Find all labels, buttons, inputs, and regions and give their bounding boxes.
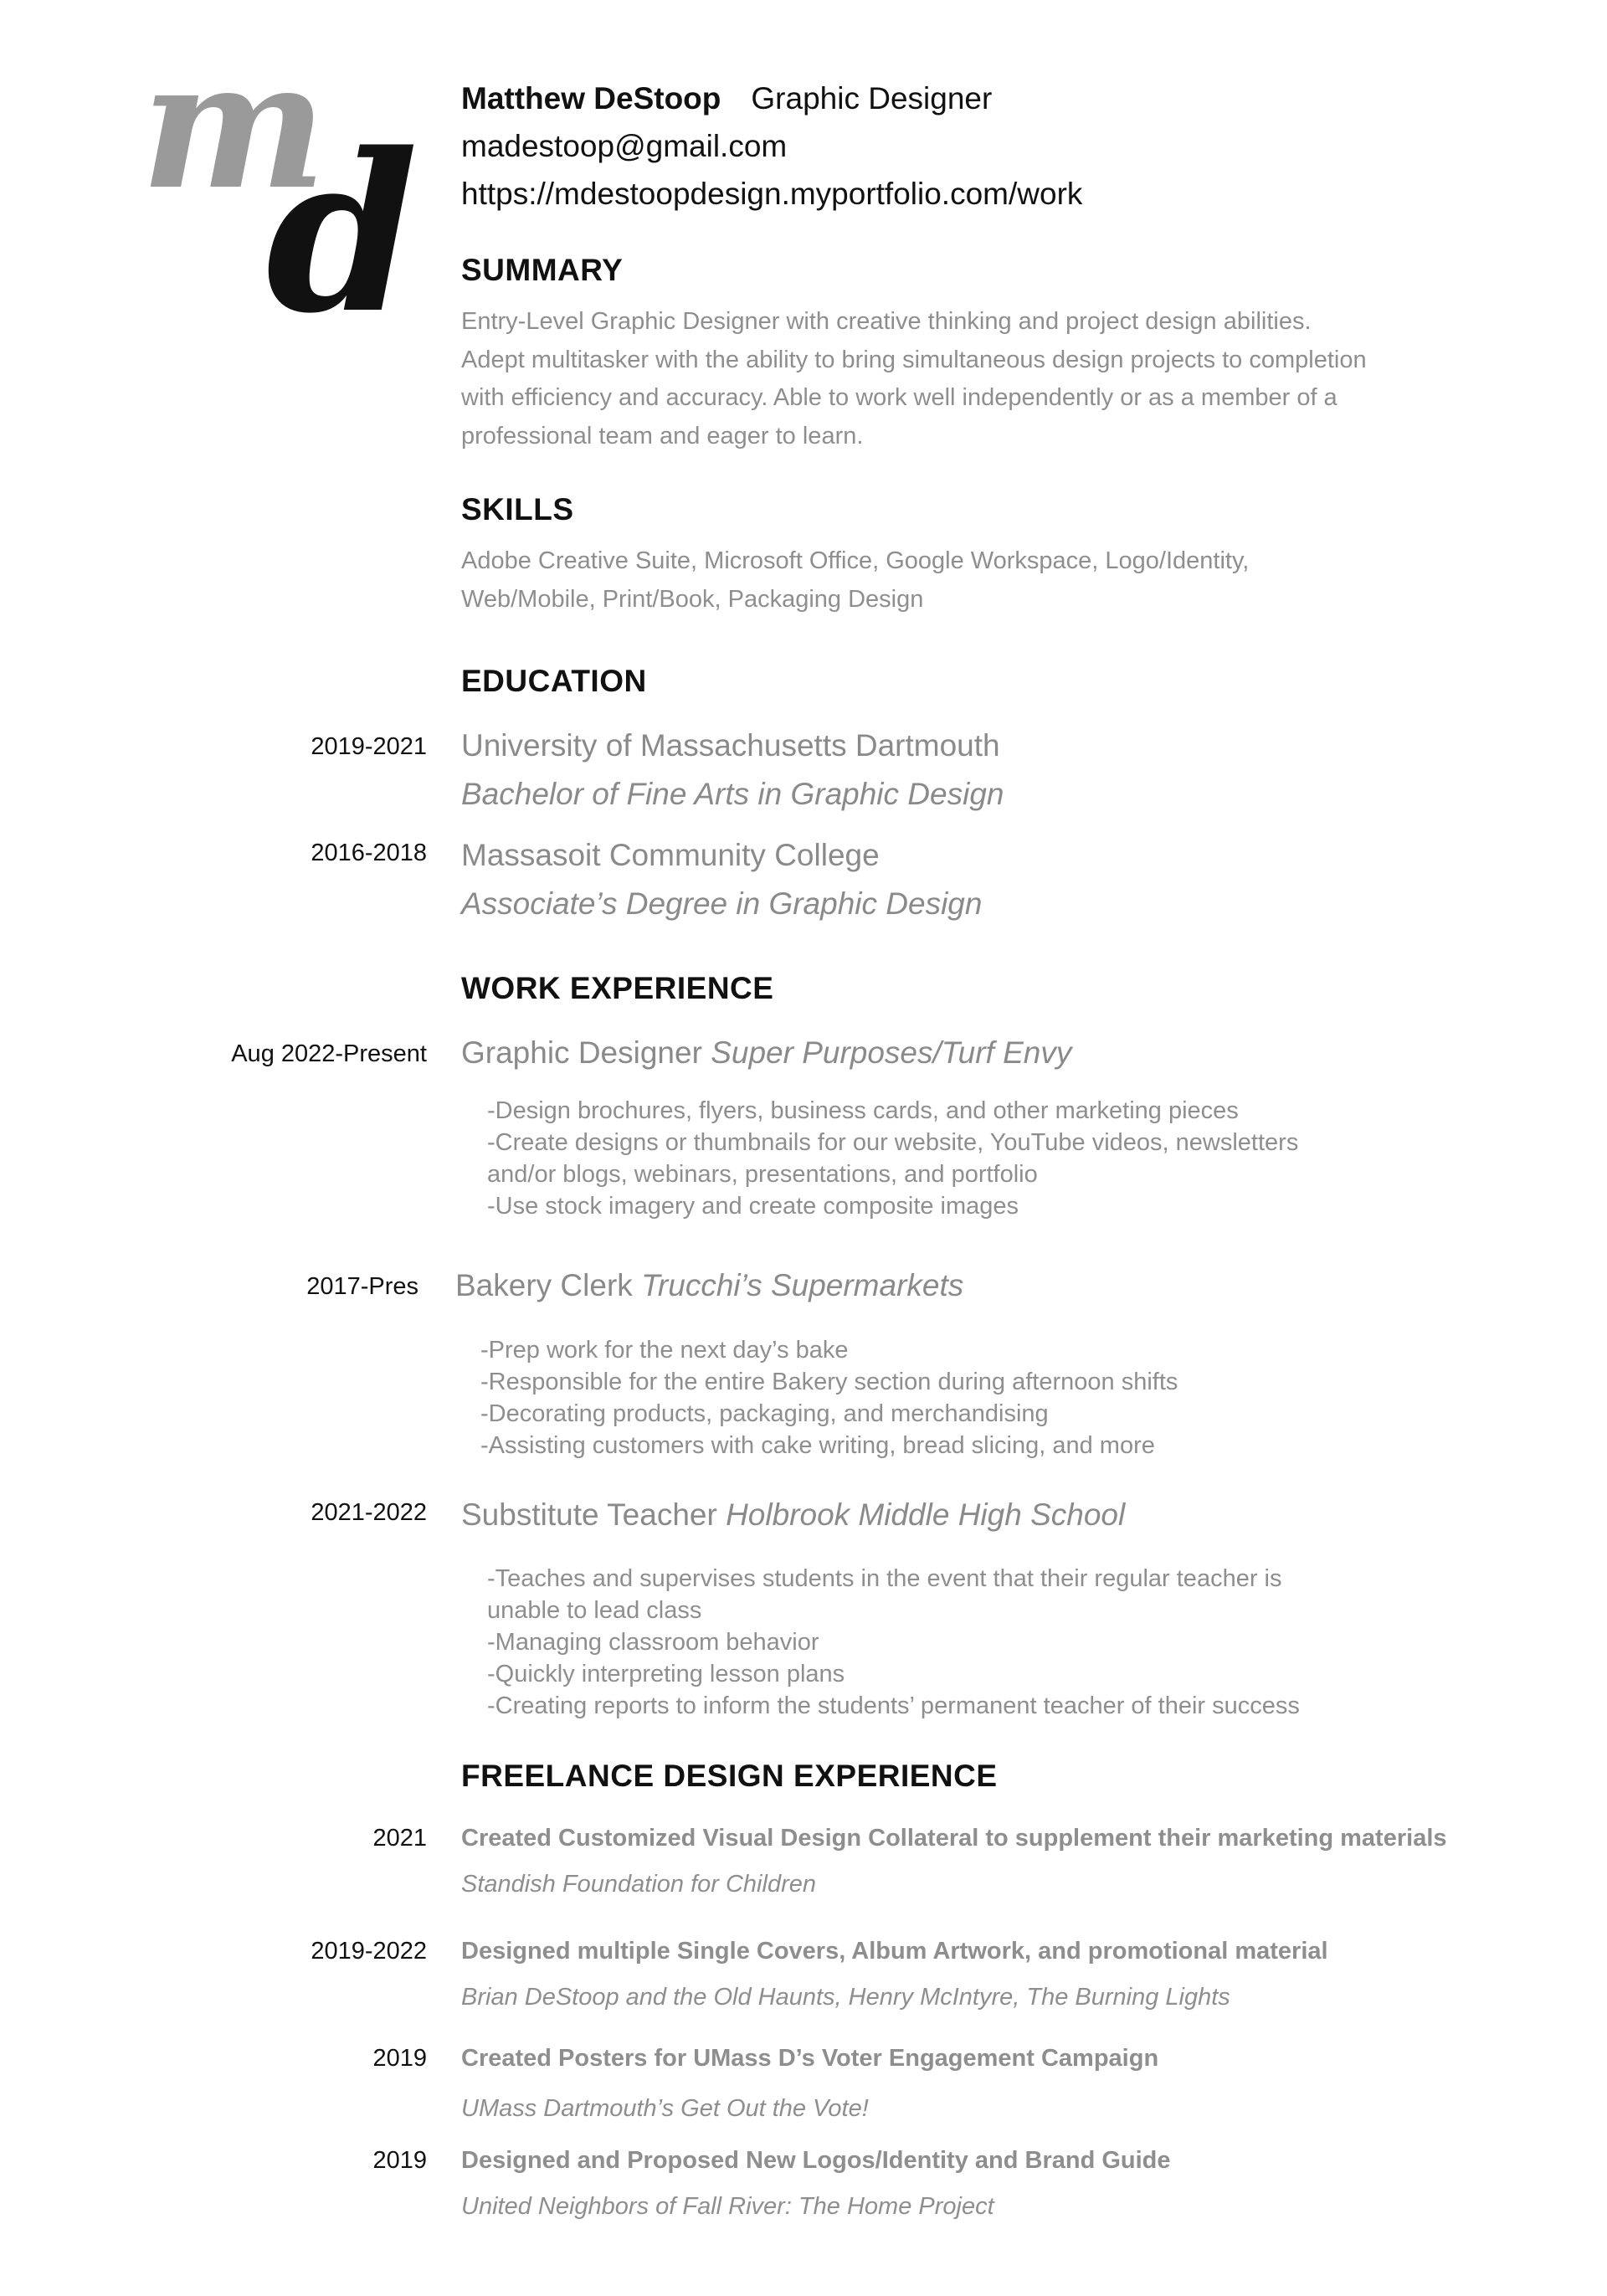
education-degree: Bachelor of Fine Arts in Graphic Design (461, 777, 1004, 811)
freelance-dates: 2019-2022 (311, 1938, 427, 1965)
job-bullet: -Create designs or thumbnails for our website, YouTube videos, newsletters (487, 1129, 1299, 1156)
work-heading: WORK EXPERIENCE (461, 971, 774, 1005)
summary-line: professional team and eager to learn. (461, 422, 864, 449)
education-degree: Associate’s Degree in Graphic Design (461, 886, 983, 921)
job-bullet: -Design brochures, flyers, business cards, and other marketing pieces (487, 1097, 1239, 1124)
job-org: Holbrook Middle High School (726, 1497, 1126, 1532)
education-heading: EDUCATION (461, 664, 647, 698)
job-dates: 2021-2022 (311, 1499, 427, 1526)
job-role: Graphic Designer (461, 1035, 702, 1070)
job-role: Substitute Teacher (461, 1497, 717, 1532)
logo-monogram-m: m (141, 22, 322, 229)
job-title: Graphic Designer (751, 81, 993, 116)
job-bullet: -Prep work for the next day’s bake (480, 1337, 849, 1364)
job-role: Bakery Clerk (455, 1268, 633, 1302)
job-bullets (487, 1095, 1391, 1222)
summary-heading: SUMMARY (461, 253, 624, 287)
skills-line: Adobe Creative Suite, Microsoft Office, Google Workspace, Logo/Identity, (461, 547, 1250, 574)
job-bullet: -Responsible for the entire Bakery section during afternoon shifts (480, 1369, 1178, 1395)
full-name: Matthew DeStoop (461, 81, 721, 116)
job-bullets (487, 1563, 1391, 1722)
summary-line: Adept multitasker with the ability to bring simultaneous design projects to completion (461, 346, 1367, 373)
freelance-heading: FREELANCE DESIGN EXPERIENCE (461, 1759, 998, 1793)
freelance-dates: 2019 (372, 2045, 427, 2072)
job-title-line (461, 1497, 1125, 1533)
freelance-client: Standish Foundation for Children (461, 1871, 816, 1898)
job-bullet: -Creating reports to inform the students’ permanent teacher of their success (487, 1692, 1300, 1719)
job-org: Trucchi’s Supermarkets (641, 1268, 964, 1302)
job-title-line (455, 1268, 963, 1303)
education-dates: 2019-2021 (311, 733, 427, 760)
job-title-line (461, 1035, 1071, 1071)
education-dates: 2016-2018 (311, 840, 427, 866)
education-school: University of Massachusetts Dartmouth (461, 728, 1000, 763)
freelance-title: Created Customized Visual Design Collateral to supplement their marketing materials (461, 1825, 1447, 1852)
freelance-client: UMass Dartmouth’s Get Out the Vote! (461, 2095, 869, 2122)
job-org: Super Purposes/Turf Envy (711, 1035, 1072, 1070)
header-name-line (461, 80, 992, 117)
summary-line: Entry-Level Graphic Designer with creative thinking and project design abilities. (461, 308, 1312, 335)
job-bullet: -Managing classroom behavior (487, 1629, 819, 1656)
freelance-client: Brian DeStoop and the Old Haunts, Henry McIntyre, The Burning Lights (461, 1984, 1230, 2011)
skills-heading: SKILLS (461, 492, 574, 526)
freelance-title: Created Posters for UMass D’s Voter Engagement Campaign (461, 2045, 1159, 2072)
job-bullet: -Assisting customers with cake writing, bread slicing, and more (480, 1432, 1155, 1459)
freelance-title: Designed and Proposed New Logos/Identity and Brand Guide (461, 2147, 1171, 2174)
job-dates: Aug 2022-Present (231, 1040, 427, 1067)
freelance-client: United Neighbors of Fall River: The Home Project (461, 2193, 994, 2220)
portfolio-url: https://mdestoopdesign.myportfolio.com/work (461, 177, 1083, 211)
job-bullet: and/or blogs, webinars, presentations, and portfolio (487, 1161, 1038, 1188)
summary-line: with efficiency and accuracy. Able to work well independently or as a member of a (461, 384, 1337, 411)
job-bullet: -Teaches and supervises students in the event that their regular teacher is (487, 1565, 1282, 1592)
job-bullets (480, 1334, 1384, 1461)
job-bullet: -Use stock imagery and create composite images (487, 1193, 1019, 1220)
job-bullet: -Quickly interpreting lesson plans (487, 1661, 845, 1687)
skills-text (461, 542, 1449, 619)
job-bullet: -Decorating products, packaging, and merchandising (480, 1400, 1049, 1427)
job-dates: 2017-Pres (306, 1273, 418, 1300)
education-school: Massasoit Community College (461, 838, 880, 872)
freelance-title: Designed multiple Single Covers, Album Artwork, and promotional material (461, 1938, 1328, 1965)
email: madestoop@gmail.com (461, 129, 788, 163)
logo-monogram-d: d (266, 106, 418, 362)
job-bullet: unable to lead class (487, 1597, 702, 1624)
skills-line: Web/Mobile, Print/Book, Packaging Design (461, 585, 924, 613)
summary-text (461, 303, 1449, 455)
freelance-dates: 2019 (372, 2147, 427, 2174)
freelance-dates: 2021 (372, 1825, 427, 1852)
